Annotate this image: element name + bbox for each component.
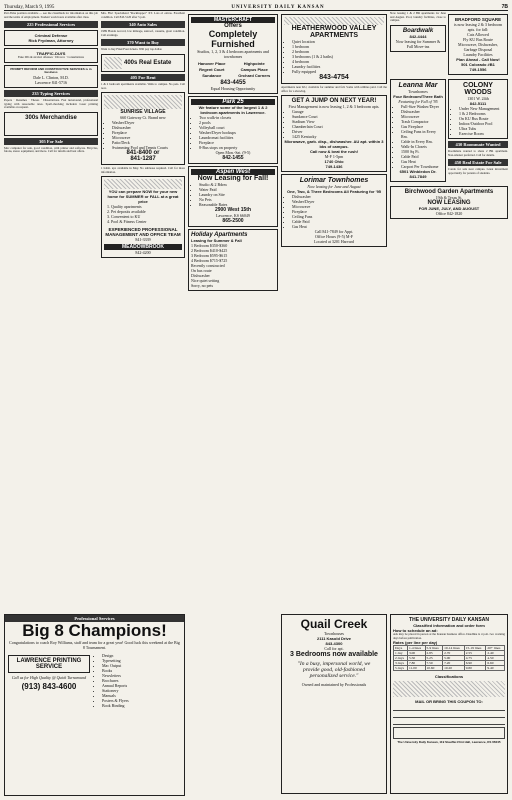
list-item: • Manuals bbox=[102, 693, 129, 698]
ad-title: We feature some of the largest 1 & 2 bedroom apartments in Lawrence. bbox=[198, 105, 268, 115]
list-item: • Book Binding bbox=[102, 703, 129, 708]
table-row: 1 day 3.00 2.85 2.70 2.55 2.40 bbox=[394, 651, 505, 656]
ad-subtitle: Four Bedroom/Three Bath bbox=[393, 94, 443, 99]
top-row bbox=[390, 12, 508, 77]
list-item: • Chamberlain Court bbox=[292, 124, 384, 129]
list-item: • Typesetting bbox=[102, 658, 129, 663]
name-field[interactable] bbox=[393, 705, 505, 711]
ad-slogan: "In a busy, impersonal world, we provide good, old-fashioned personalized service." bbox=[297, 661, 371, 679]
list-item: • 1 bedroom bbox=[292, 44, 384, 49]
boardwalk-ad bbox=[390, 25, 446, 52]
classifications-label: Classifications bbox=[434, 674, 464, 680]
list-item: • Cable Paid bbox=[401, 154, 443, 159]
list-item: • Dishwasher bbox=[401, 109, 443, 114]
printing-block bbox=[5, 650, 184, 711]
ad-city: Lawrence, KS 66049 bbox=[216, 213, 250, 218]
list-item: • Reasonable Rates bbox=[199, 202, 275, 207]
300s-ad bbox=[4, 112, 98, 136]
tuckaway-ad bbox=[101, 176, 185, 258]
list-item: • Quiet location bbox=[292, 39, 384, 44]
column-2 bbox=[101, 12, 185, 618]
text-block: 1 bdrm. apt. available in May. No sublease required. Call for more information. bbox=[101, 166, 185, 174]
park25-ad bbox=[188, 96, 278, 164]
list-item: • Cable Paid bbox=[292, 219, 384, 224]
location: Sundance bbox=[202, 73, 222, 78]
ad-title: COLONY WOODS bbox=[463, 82, 493, 96]
list-item: • Washer/Dryer bbox=[292, 199, 384, 204]
list-item: • Microwave bbox=[292, 204, 384, 209]
ad-phone: Office 842-1820 bbox=[435, 211, 463, 216]
price-row: 2 Bedroom $410-$425 bbox=[191, 248, 228, 253]
list-item: • Annual Reports bbox=[102, 683, 129, 688]
list-item: • Laundromat facilities bbox=[199, 135, 275, 140]
ad-hours: M-F 1-5pm bbox=[324, 154, 344, 160]
ad-subtitle: FOR JUNE, JULY, AND AUGUST bbox=[418, 206, 480, 211]
note: Nice quiet setting bbox=[191, 278, 220, 283]
ad-phone: 842-4200 bbox=[135, 250, 151, 256]
note: On bus route bbox=[191, 268, 212, 273]
printing-logo: LAWRENCE PRINTING SERVICE bbox=[8, 655, 90, 673]
form-instructions: Ads may be placed in person at the Kansan business office. Deadline is 4 p.m. two working days before publication. bbox=[393, 632, 505, 640]
house-icon bbox=[104, 57, 122, 69]
list-item: • Stationery bbox=[102, 688, 129, 693]
list-item: 1. Quality apartments bbox=[111, 204, 182, 209]
feature-list bbox=[191, 182, 275, 207]
printing-phone: (913) 843-4600 bbox=[21, 682, 77, 691]
section-header: 225 Professional Services bbox=[4, 21, 98, 28]
ad-address: 1740 Ohio bbox=[324, 159, 344, 165]
ad-text: Microwave, garb. disp., dishwasher. AU apt. within 3 bks of campus. bbox=[284, 139, 384, 150]
list-item: • Microwave bbox=[112, 135, 182, 140]
ad-subtitle: EXPERIENCED PROFESSIONAL MANAGEMENT AND OFFICE TEAM bbox=[105, 227, 181, 238]
middle-row bbox=[390, 77, 508, 184]
mastercraft-ad bbox=[188, 14, 278, 94]
list-item: • 8-Bus stops on property bbox=[199, 145, 275, 150]
ad-name: Dale L. Clinton, M.D. bbox=[33, 74, 69, 80]
ad-note: Equal Housing Opportunity bbox=[210, 86, 256, 91]
col5-left bbox=[390, 77, 446, 184]
list-item: • Trash Compactor bbox=[401, 119, 443, 124]
ad-title: BRADFORD SQUARE bbox=[454, 17, 502, 22]
rates-table bbox=[393, 645, 505, 671]
section-header: 305 For Sale bbox=[4, 138, 98, 145]
text-block: Condo for sale near campus. Great investment opportunity for parents of students. bbox=[448, 167, 508, 175]
ad-address: 6501 Winbledon Dr. bbox=[399, 169, 437, 174]
ad-title: Birchwood Garden Apartments bbox=[404, 189, 494, 195]
header-date: Thursday, March 9, 1995 bbox=[4, 5, 55, 10]
list-item: • Mac Output bbox=[102, 663, 129, 668]
ad-title: GET A JUMP ON NEXT YEAR! bbox=[291, 98, 377, 105]
ad-subtitle: 3 Bedrooms now available bbox=[290, 651, 378, 658]
list-item: • Fireplace bbox=[292, 209, 384, 214]
ad-title: Big 8 Champions! bbox=[22, 621, 167, 640]
ad-brand: Park 25 bbox=[191, 99, 275, 105]
ad-title: Now Leasing for Fall! bbox=[197, 175, 269, 182]
ad-phone: Lawrence 841-5716 bbox=[34, 79, 68, 85]
ad-phone: Call 841-7849 for Appt. bbox=[314, 229, 354, 235]
list-item: • Cable in Every Rm. bbox=[401, 139, 443, 144]
ad-address: 19th & Texas St. bbox=[435, 195, 463, 200]
ad-title: Leanna Mar bbox=[398, 82, 438, 89]
ad-phone: 841-7849 bbox=[409, 174, 427, 179]
table-header: Days 1-4 lines 5-9 lines 10-14 lines 15-19 lines 20+ lines bbox=[394, 646, 505, 651]
ad-title: Furnished bbox=[211, 39, 255, 49]
address-field[interactable] bbox=[393, 712, 505, 718]
ad-address: 2900 West 15th bbox=[214, 207, 252, 213]
header-page: 7B bbox=[501, 4, 508, 10]
column-4 bbox=[281, 12, 387, 618]
list-item: • Washer/Dryer bbox=[112, 120, 182, 125]
location: Highpointe bbox=[243, 61, 265, 66]
ad-phone: 749-1556 bbox=[469, 67, 487, 72]
location-list bbox=[284, 109, 384, 139]
list-item: Cats Allowed bbox=[467, 32, 489, 37]
location: Hanover Place bbox=[197, 61, 226, 66]
classifications-grid bbox=[393, 681, 505, 697]
colony-ad bbox=[448, 79, 508, 139]
table-row: 3 days 7.80 7.50 7.20 6.90 6.60 bbox=[394, 661, 505, 666]
ad-title: Quail Creek bbox=[300, 617, 368, 631]
amenity-list bbox=[104, 120, 182, 150]
ad-phone: 865-2500 bbox=[222, 218, 244, 224]
ad-title: HEATHERWOOD VALLEY APARTMENTS bbox=[291, 25, 377, 39]
column-3 bbox=[188, 12, 278, 618]
list-item: • Gas Heat bbox=[401, 159, 443, 164]
section-header: 370 Want to Buy bbox=[101, 39, 185, 46]
table-row: 5 days 11.00 10.60 10.20 9.80 9.40 bbox=[394, 666, 505, 671]
text-block: Want to buy Final Four tickets. Will pay top dollar. bbox=[101, 47, 163, 52]
price-row: 3 Bedroom $595-$615 bbox=[191, 253, 228, 258]
section-header: 430 Roommate Wanted bbox=[448, 141, 508, 148]
text-block: Now leasing 1 & 2 BR apartments for June and August. Pool, laundry facilities, close to campus. bbox=[390, 12, 446, 23]
list-item: • Dishwasher bbox=[112, 125, 182, 130]
ad-phone: 841-8400 or bbox=[126, 150, 160, 157]
birchwood-ad bbox=[390, 186, 508, 219]
list-item: • Stadium View bbox=[292, 119, 384, 124]
rates-label: Rates (per line per day) bbox=[393, 640, 438, 646]
ad-title: Lorimar Townhomes bbox=[299, 177, 369, 185]
order-label: MAIL OR BRING THIS COUPON TO: bbox=[415, 699, 483, 705]
ad-phone: 843-4455 bbox=[220, 80, 246, 86]
ad-brand: Aspen West bbox=[191, 169, 275, 175]
form-footer: The University Daily Kansan, 119 Stauffer-Flint Hall, Lawrence, KS 66045 bbox=[397, 740, 501, 745]
traffic-ad: TRAFFIC-DUI'S Fake ID's & alcohol offenses · Divorce · Consultations bbox=[4, 48, 98, 63]
ad-phone: 842-5111 bbox=[469, 101, 487, 106]
ad-hours: Open Mon.-Sat. (9-5) bbox=[215, 150, 251, 155]
list-item: • 1425 Kentucky bbox=[292, 134, 384, 139]
list-item: • Ultra Tubs bbox=[459, 126, 505, 131]
text-block: Mac computer for sale, good condition, with printer and software. Bicycles, futons, stereo equipment, and more. Call for details and best offers. bbox=[4, 145, 98, 154]
criminal-ad bbox=[4, 30, 98, 46]
list-item: 2. Pet deposits available bbox=[111, 209, 182, 214]
form-paper: THE UNIVERSITY DAILY KANSAN bbox=[409, 617, 489, 623]
ad-subtitle: Now leasing for June and August bbox=[307, 184, 361, 190]
ad-cta: Call now & beat the rush! bbox=[309, 149, 358, 155]
big8-ad bbox=[4, 614, 185, 796]
ad-title: Leasing for Summer & Fall bbox=[191, 238, 242, 243]
quail-creek-ad bbox=[281, 614, 387, 794]
text-block: Roommate wanted to share 2 BR apartment. Non-smoker preferred. Call for details. bbox=[448, 149, 508, 157]
ad-subtitle: NOW LEASING bbox=[427, 200, 471, 206]
note: Dishwasher bbox=[191, 273, 210, 278]
ad-brand: MASTERCRAFT bbox=[191, 17, 275, 23]
sunrise-ad bbox=[101, 92, 185, 165]
sunrise-logo-icon bbox=[104, 95, 182, 109]
ad-name: Rick Frydman, Attorney bbox=[28, 38, 74, 44]
ad-text: Offers bbox=[224, 23, 242, 29]
ad-address: 660 Gateway Ct. Brand new bbox=[120, 115, 166, 121]
col5-right bbox=[448, 12, 508, 77]
ad-phone: 841-3339 bbox=[135, 237, 151, 243]
header-paper: UNIVERSITY DAILY KANSAN bbox=[231, 5, 325, 10]
ad-address: 501 Colorado #B1 bbox=[461, 62, 495, 67]
location: Regent Court bbox=[199, 67, 225, 72]
feature-list bbox=[104, 204, 182, 224]
locations-grid bbox=[191, 61, 275, 78]
section-header: 450 Real Estate For Sale bbox=[448, 159, 508, 166]
section-header: 235 Typing Services bbox=[4, 90, 98, 97]
list-item: • No Pets bbox=[199, 197, 275, 202]
ad-address: 2111 Kasold Drive bbox=[316, 636, 352, 641]
text-block: Apartments near KU, available for summer and fall. Some with utilities paid. Call the office for a showing. bbox=[281, 85, 387, 93]
list-item: • Dishwasher bbox=[292, 194, 384, 199]
ad-title: Criminal Defense bbox=[34, 33, 68, 39]
ad-phone: 842-4444 bbox=[409, 33, 427, 39]
list-item: • Gas Fireplace bbox=[401, 124, 443, 129]
ad-subtitle: Now leasing for Summer & Fall Move-ins bbox=[395, 38, 441, 49]
list-item: • 2 pools bbox=[199, 120, 275, 125]
section-header: 340 Auto Sales bbox=[101, 21, 185, 28]
ad-phone: 843-4754 bbox=[319, 74, 349, 81]
text-block: Part-Time position available — see the classifieds for information on this job and the terms of employment. Student work hours available after class. bbox=[4, 12, 98, 19]
list-item: • Washer/Dryer hookups bbox=[199, 130, 275, 135]
price-row: 4 Bedroom $715-$725 bbox=[191, 258, 228, 263]
text-block: 1 & 2 bedroom apartments available. Walk to campus. No pets. Call now. bbox=[101, 81, 185, 90]
building-icon bbox=[284, 17, 384, 25]
list-item: • Driver bbox=[292, 129, 384, 134]
list-item: • Under New Management bbox=[459, 106, 505, 111]
ad-title: SUNRISE VILLAGE bbox=[120, 109, 166, 116]
column-1 bbox=[4, 12, 98, 604]
phone-field[interactable] bbox=[393, 719, 505, 725]
aspen-ad bbox=[188, 166, 278, 227]
ad-phone: 749-1436 bbox=[325, 164, 343, 170]
ad-brand: Boardwalk bbox=[402, 27, 434, 34]
prompt-ad bbox=[4, 65, 98, 88]
classified-form bbox=[390, 614, 508, 794]
ad-subtitle: Studios, 1, 2, 3 & 4 bedroom apartments and townhomes bbox=[197, 49, 269, 59]
ad-subtitle: Townhomes bbox=[408, 89, 428, 94]
note: Recently constructed bbox=[191, 263, 225, 268]
list-item: • 1 & 2 Bedrooms bbox=[459, 111, 505, 116]
list-item: • Gas Heat bbox=[292, 224, 384, 229]
ad-phone: 842-1455 bbox=[222, 155, 244, 161]
list-item: • Two walk-in closets bbox=[199, 115, 275, 120]
ad-text: Congratulations to coach Roy Williams, staff and team for a great year! Good luck this weekend at the Big 8 Tournament. bbox=[9, 640, 180, 650]
list-item: 3. Convenient to KU bbox=[111, 214, 182, 219]
list-item: Fly KU Bus Route bbox=[463, 37, 493, 42]
col5-left bbox=[390, 12, 446, 77]
feature-list bbox=[284, 194, 384, 229]
ad-title: Completely bbox=[208, 29, 258, 39]
ad-title: 400s Real Estate bbox=[124, 59, 172, 66]
list-item: • Exercise Room bbox=[459, 131, 505, 136]
feature-list bbox=[451, 106, 505, 136]
list-item: • 4 bedroom bbox=[292, 59, 384, 64]
list-item: • On KU Bus Route bbox=[459, 116, 505, 121]
list-item: • Newsletters bbox=[102, 673, 129, 678]
list-item: • Fully equipped bbox=[292, 69, 384, 74]
bradford-ad bbox=[448, 14, 508, 75]
ad-phone: 841-1287 bbox=[130, 156, 156, 163]
ad-text: Featuring for Fall of '95 bbox=[398, 99, 438, 104]
ad-phone: 843-4300 bbox=[325, 641, 343, 646]
list-item: • Walk-In Closets bbox=[401, 144, 443, 149]
form-subtitle: How to schedule an ad: bbox=[393, 628, 438, 633]
ad-address: 1301 W. 24th bbox=[467, 96, 489, 101]
ad-hours: Office Hours (9-5) M-F bbox=[314, 234, 354, 240]
list-item: • 1500 Sq Ft. bbox=[401, 149, 443, 154]
text-block: 1989 Honda Accord, low mileage, sunroof, cassette, great condition. Call evenings. bbox=[101, 29, 185, 37]
note: Sorry, no pets bbox=[191, 283, 214, 288]
list-item: • Carport Per Townhome bbox=[401, 164, 443, 169]
heatherwood-ad bbox=[281, 14, 387, 84]
list-item: • Indoor/Outdoor Pool bbox=[459, 121, 505, 126]
ad-subtitle: Townhouses bbox=[324, 631, 344, 636]
list-item: • Studio & 2 Bdrm bbox=[199, 182, 275, 187]
list-item: • Fireplace bbox=[199, 140, 275, 145]
feature-list bbox=[191, 115, 275, 150]
form-title: Classified information and order form bbox=[413, 623, 485, 628]
list-item: • Design bbox=[102, 653, 129, 658]
list-item: • Books bbox=[102, 668, 129, 673]
ad-note: Call for apt. bbox=[324, 646, 344, 651]
ad-subtitle: is now leasing 2 & 3 bedroom apts. for fall: bbox=[453, 22, 503, 32]
section-header: 405 For Rent bbox=[101, 74, 185, 81]
section-header: Professional Services bbox=[5, 615, 184, 622]
400s-ad bbox=[101, 54, 185, 72]
ad-text: PROMPT REFORM AND CONSTRUCTIVE SERVICES is in business bbox=[10, 66, 92, 75]
list-item: • Brochures bbox=[102, 678, 129, 683]
list-item: • Patio/Deck bbox=[112, 140, 182, 145]
text-block: Papers · Resumes · Theses · Dissertations. Fast turnaround, professional typing with reasonable rates. Spell-checking included. Laser printing available on request. bbox=[4, 97, 98, 110]
lorimar-ad bbox=[281, 174, 387, 247]
list-item: • Volleyball court bbox=[199, 125, 275, 130]
list-item: • Laundry on Site bbox=[199, 192, 275, 197]
tree-logo-icon bbox=[104, 179, 182, 189]
text-block: Mrs. Fitz: Specialized "Rockhopper" XT. Lots of extras. Excellent condition. Call 843-5120 after 5 p.m. bbox=[101, 12, 185, 19]
list-item: • Posters & Flyers bbox=[102, 698, 129, 703]
location: Orchard Corners bbox=[238, 73, 271, 78]
list-item: • Garage bbox=[292, 109, 384, 114]
services-list bbox=[94, 653, 129, 708]
list-item: • Sundance Court bbox=[292, 114, 384, 119]
list-item: • Fireplace bbox=[112, 130, 182, 135]
ad-title: YOU can prepare NOW for your new home for SUMMER or FALL at a great price bbox=[107, 189, 179, 205]
ad-copy-grid[interactable] bbox=[393, 727, 505, 739]
ad-note: Owned and maintained by Professionals bbox=[301, 682, 367, 687]
page-header bbox=[4, 0, 508, 11]
list-item: • Full-Size Washer/Dryer bbox=[401, 104, 443, 109]
list-item: • Ceiling Fans in Every Rm. bbox=[401, 129, 443, 139]
ad-brand: MEADOWBROOK bbox=[104, 244, 182, 250]
price-row: 1 Bedroom $350-$360 bbox=[191, 243, 228, 248]
list-item: • 3 bedrooms (1 & 2 baths) bbox=[292, 54, 384, 59]
list-item: • Laundry facilities bbox=[292, 64, 384, 69]
ad-address: Located at 3201 Harvard bbox=[314, 239, 354, 245]
list-item: • Microwave bbox=[401, 114, 443, 119]
first-management-ad bbox=[281, 95, 387, 172]
col5-right bbox=[448, 77, 508, 184]
printing-left bbox=[8, 653, 90, 708]
leanna-ad bbox=[390, 79, 446, 182]
list-item: • 2 bedroom bbox=[292, 49, 384, 54]
list-item: Laundry Facilities bbox=[463, 52, 493, 57]
feature-list bbox=[284, 39, 384, 74]
table-row: 2 days 5.50 5.25 5.00 4.75 4.50 bbox=[394, 656, 505, 661]
list-item: • Swimming Pool and Tennis Courts bbox=[112, 145, 182, 150]
ad-cta: Plan Ahead - Call Now! bbox=[456, 57, 500, 62]
printing-cta: Call us for High Quality @ Quick Turnaround bbox=[11, 675, 87, 680]
ad-title: TRAFFIC-DUI'S bbox=[36, 51, 66, 57]
ad-title: 300s Merchandise bbox=[25, 114, 77, 121]
column-5 bbox=[390, 12, 508, 618]
location: Campus Place bbox=[240, 67, 268, 72]
list-item: • Water Paid bbox=[199, 187, 275, 192]
list-item: 4. Pool & Fitness Center bbox=[111, 219, 182, 224]
ad-brand: Holiday Apartments bbox=[191, 232, 248, 238]
feature-list bbox=[393, 104, 443, 169]
ad-subtitle: First Management is now leasing 1, 2 & 3 bedroom apts. bbox=[288, 104, 380, 110]
list-item: Microwave, Dishwasher, Garbage Disposal bbox=[458, 42, 498, 52]
ad-subtitle: One, Two, & Three Bedrooms All Featuring for '95 bbox=[286, 189, 382, 195]
holiday-ad bbox=[188, 229, 278, 291]
list-item: • Ceiling Fans bbox=[292, 214, 384, 219]
